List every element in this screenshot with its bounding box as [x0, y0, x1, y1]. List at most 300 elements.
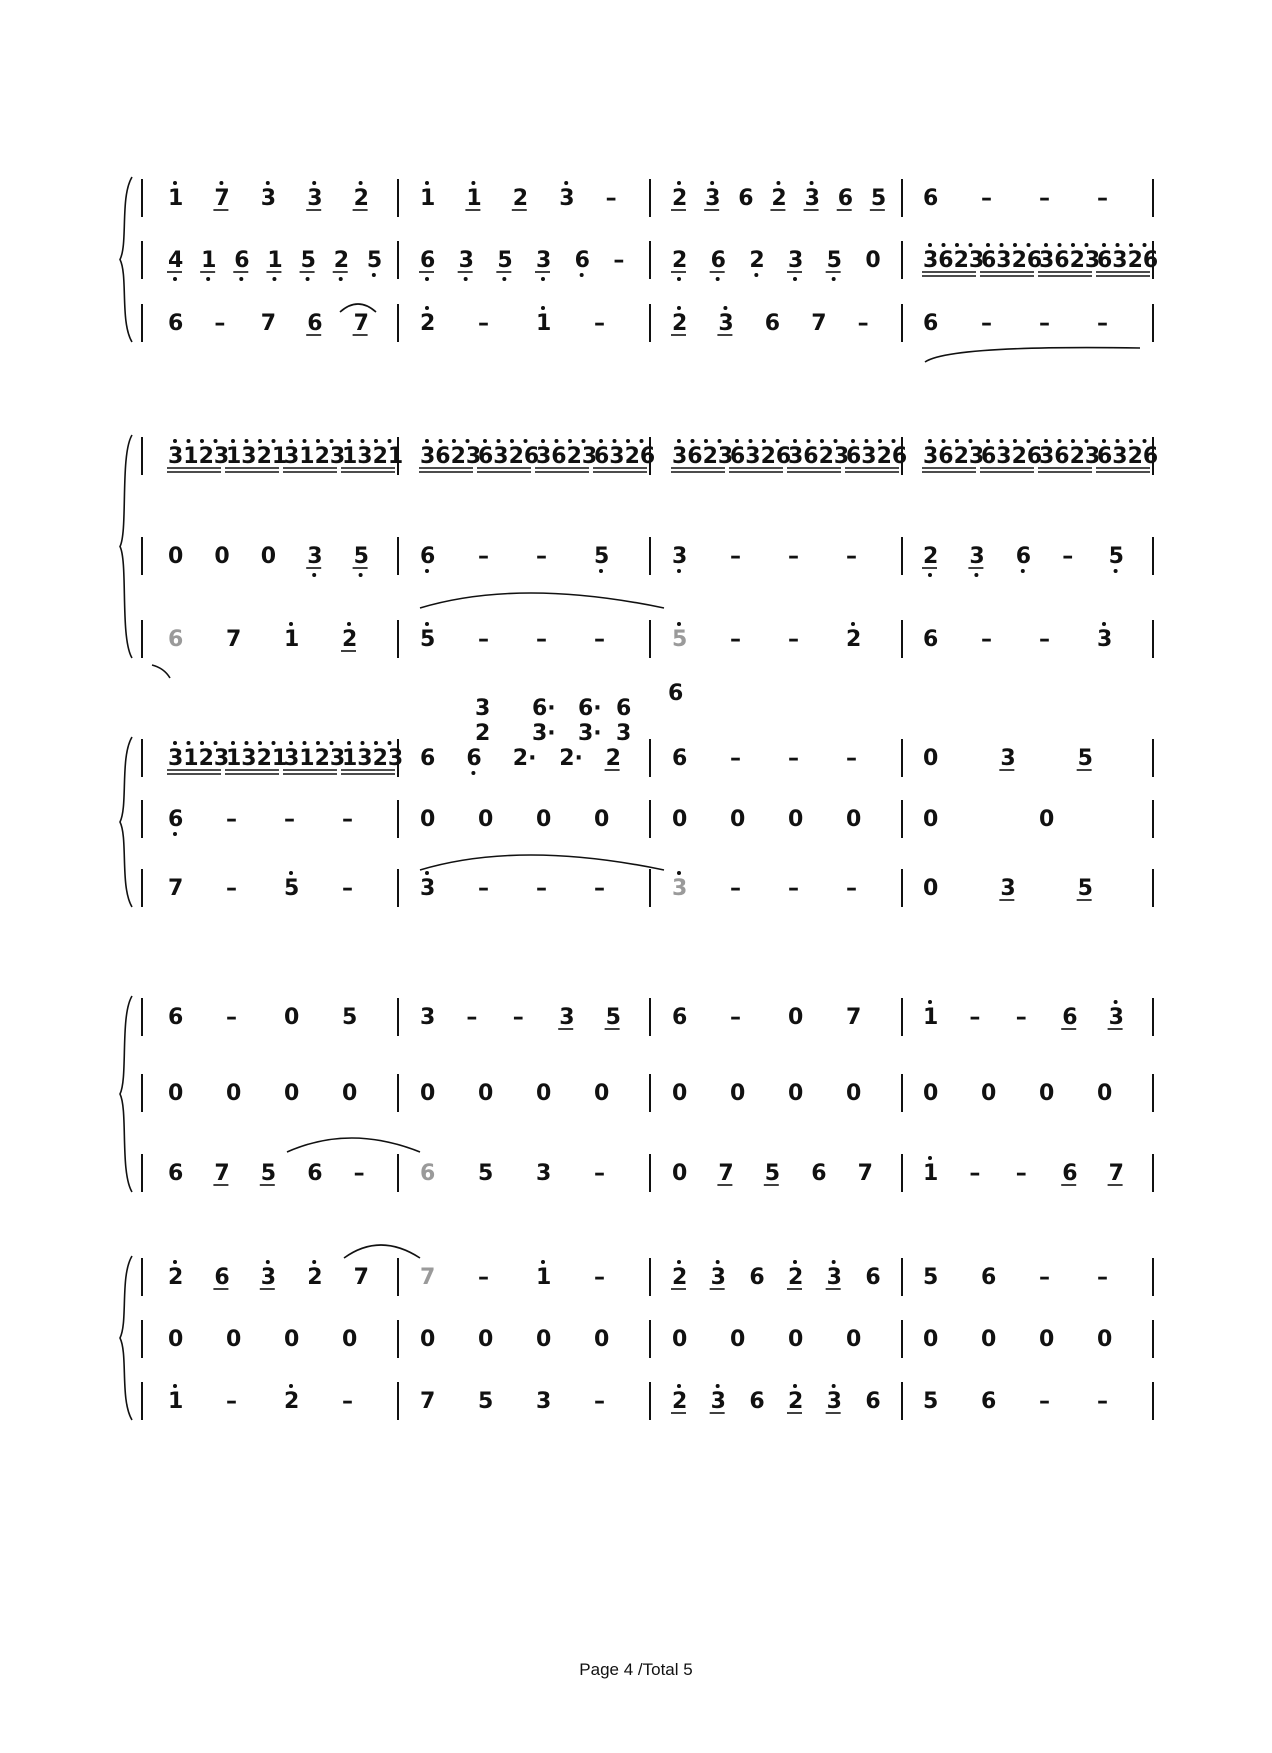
octave-dot-high	[425, 306, 429, 310]
octave-dot-high	[541, 1260, 545, 1264]
octave-dot-high	[723, 306, 727, 310]
staff-row	[168, 1327, 1112, 1352]
system-3	[120, 681, 1153, 907]
sustain-dash: –	[284, 807, 295, 832]
sustain-dash: –	[342, 807, 353, 832]
octave-dot-high	[312, 181, 316, 185]
octave-dot-low	[272, 277, 276, 281]
note-token: 5	[342, 1005, 358, 1030]
octave-dot-high	[677, 306, 681, 310]
staff-row	[168, 306, 1108, 336]
note-token: 1	[267, 248, 283, 273]
note-token: 6326	[1097, 248, 1159, 273]
note-token: 0	[168, 1327, 184, 1352]
note-token: 6	[764, 311, 781, 336]
note-token: 0	[214, 544, 230, 569]
note-token: 6326	[730, 444, 792, 469]
octave-dot-high	[219, 181, 223, 185]
note-token: 1	[168, 1389, 184, 1414]
octave-dot-high	[289, 741, 293, 745]
note-token: 7	[718, 1161, 734, 1186]
note-token: 0	[478, 1081, 494, 1106]
octave-dot-high	[710, 181, 714, 185]
staff-row	[168, 1081, 1112, 1106]
octave-dot-high	[312, 1260, 316, 1264]
note-token: 5	[497, 248, 513, 273]
octave-dot-high	[483, 439, 487, 443]
sustain-dash: –	[1015, 1161, 1027, 1186]
note-token: 3623	[923, 248, 985, 273]
octave-dot-high	[928, 243, 932, 247]
octave-dot-high	[1071, 439, 1075, 443]
octave-dot-high	[878, 439, 882, 443]
sustain-dash: –	[613, 248, 625, 273]
note-token: 0	[594, 1081, 610, 1106]
octave-dot-high	[200, 741, 204, 745]
note-token: 3623	[923, 444, 985, 469]
sustain-dash: –	[981, 311, 992, 336]
note-token: 0	[342, 1081, 358, 1106]
sustain-dash: –	[1097, 311, 1108, 336]
sustain-dash: –	[788, 746, 799, 771]
note-token: 3	[826, 1265, 842, 1290]
sustain-dash: –	[214, 311, 226, 336]
note-token: 0	[788, 1005, 804, 1030]
sustain-dash: –	[226, 1389, 237, 1414]
note-token: 5	[605, 1005, 621, 1030]
octave-dot-high	[762, 439, 766, 443]
octave-dot-high	[793, 1384, 797, 1388]
note-token: 7	[353, 1265, 369, 1290]
sustain-dash: –	[730, 1005, 741, 1030]
note-token: 5	[366, 248, 383, 273]
sustain-dash: –	[605, 186, 617, 211]
staff-row	[168, 1260, 1108, 1290]
note-token: 6	[923, 311, 939, 336]
octave-dot-high	[834, 439, 838, 443]
note-token: 6	[420, 544, 436, 569]
note-token: 5	[764, 1161, 781, 1186]
sustain-dash: –	[730, 544, 741, 569]
staff-row	[168, 181, 1108, 211]
octave-dot-high	[865, 439, 869, 443]
octave-dot-high	[1027, 439, 1031, 443]
note-token: 2	[333, 248, 350, 273]
note-token: 3	[458, 248, 474, 273]
sustain-dash: –	[846, 876, 857, 901]
octave-dot-high	[347, 622, 351, 626]
note-token: 6	[234, 248, 250, 273]
note-token: 6	[168, 807, 184, 832]
octave-dot-high	[388, 741, 392, 745]
note-token: 1	[284, 627, 300, 652]
note-token: 3	[420, 1005, 436, 1030]
sustain-dash: –	[536, 544, 547, 569]
octave-dot-high	[1085, 439, 1089, 443]
system-brace	[120, 435, 132, 658]
note-token: 0	[168, 1081, 184, 1106]
octave-dot-high	[347, 741, 351, 745]
note-token: 7	[260, 311, 277, 336]
note-token: 6326	[1097, 444, 1159, 469]
octave-dot-high	[677, 439, 681, 443]
octave-dot-low	[1021, 569, 1025, 573]
octave-dot-high	[258, 741, 262, 745]
octave-dot-high	[691, 439, 695, 443]
sustain-dash: –	[594, 1161, 605, 1186]
system-4	[120, 996, 1153, 1192]
octave-dot-low	[832, 277, 836, 281]
note-token: 6	[1015, 544, 1032, 569]
sustain-dash: –	[788, 544, 799, 569]
sustain-dash: –	[1039, 186, 1050, 211]
note-token: 2	[420, 311, 436, 336]
slur-tie	[925, 348, 1140, 362]
note-token: 0	[846, 1081, 862, 1106]
note-token: 6	[923, 186, 939, 211]
note-token: 6	[981, 1389, 997, 1414]
page-number-footer: Page 4 /Total 5	[579, 1660, 693, 1679]
sustain-dash: –	[512, 1005, 524, 1030]
note-token: 0	[730, 1081, 746, 1106]
octave-dot-high	[1058, 439, 1062, 443]
note-token: 2	[353, 186, 369, 211]
sustain-dash: –	[969, 1005, 981, 1030]
note-token: 0	[478, 1327, 494, 1352]
note-token: 3	[710, 1389, 726, 1414]
octave-dot-high	[425, 622, 429, 626]
note-token: 6	[466, 746, 482, 771]
octave-dot-low	[359, 573, 363, 577]
octave-dot-high	[231, 741, 235, 745]
sustain-dash: –	[342, 876, 353, 901]
sustain-dash: –	[478, 544, 489, 569]
note-token: 7	[420, 1265, 436, 1290]
note-token: 7	[226, 627, 242, 652]
octave-dot-high	[640, 439, 644, 443]
note-token: 3	[804, 186, 820, 211]
sustain-dash: –	[478, 876, 489, 901]
note-token: 5	[672, 627, 688, 652]
octave-dot-high	[776, 181, 780, 185]
note-token: 2	[672, 1389, 688, 1414]
note-token: 7	[214, 186, 230, 211]
note-token: 7	[353, 311, 369, 336]
octave-dot-low	[754, 273, 758, 277]
octave-dot-high	[266, 181, 270, 185]
staff-row	[168, 544, 1124, 577]
note-token: 3	[260, 1265, 277, 1290]
note-token: 0	[923, 1327, 939, 1352]
sustain-dash: –	[478, 627, 489, 652]
octave-dot-high	[466, 439, 470, 443]
octave-dot-high	[1000, 243, 1004, 247]
octave-dot-high	[330, 741, 334, 745]
octave-dot-high	[955, 243, 959, 247]
note-token: 1321	[226, 444, 288, 469]
note-token: 5	[1077, 876, 1093, 901]
note-token: 2	[788, 1389, 804, 1414]
octave-dot-high	[1116, 439, 1120, 443]
note-token: 5	[353, 544, 369, 569]
system-brace	[120, 177, 132, 342]
octave-dot-high	[677, 871, 681, 875]
note-token: 3	[559, 1005, 575, 1030]
note-token: 5	[870, 186, 887, 211]
octave-dot-high	[541, 439, 545, 443]
octave-dot-high	[289, 439, 293, 443]
note-token: 3123	[168, 746, 230, 771]
octave-dot-low	[173, 832, 177, 836]
octave-dot-low	[677, 277, 681, 281]
note-token: 5	[478, 1161, 494, 1186]
note-token: 1323	[342, 746, 404, 771]
octave-dot-high	[439, 439, 443, 443]
note-token: 6	[923, 627, 939, 652]
octave-dot-high	[173, 1260, 177, 1264]
staff-row	[168, 807, 1054, 836]
octave-dot-low	[306, 277, 310, 281]
octave-dot-high	[582, 439, 586, 443]
octave-dot-high	[555, 439, 559, 443]
note-token: 3123	[284, 444, 346, 469]
note-token: 0	[594, 807, 610, 832]
octave-dot-low	[580, 273, 584, 277]
chord-note: 6	[616, 696, 632, 721]
octave-dot-low	[541, 277, 545, 281]
sustain-dash: –	[536, 876, 547, 901]
note-token: 0	[226, 1081, 242, 1106]
note-token: 0	[1039, 1327, 1055, 1352]
octave-dot-high	[266, 1260, 270, 1264]
note-token: 1	[923, 1005, 939, 1030]
octave-dot-high	[245, 439, 249, 443]
note-token: 6326	[981, 444, 1043, 469]
octave-dot-high	[955, 439, 959, 443]
octave-dot-high	[599, 439, 603, 443]
note-token: 7	[420, 1389, 436, 1414]
note-token: 0	[730, 1327, 746, 1352]
octave-dot-low	[928, 573, 932, 577]
sustain-dash: –	[1097, 1389, 1108, 1414]
note-token: 6	[420, 1161, 436, 1186]
octave-dot-high	[820, 439, 824, 443]
note-token: 2·	[559, 746, 583, 771]
system-brace	[120, 1256, 132, 1420]
octave-dot-high	[776, 439, 780, 443]
note-token: 6	[307, 1161, 323, 1186]
note-token: 0	[536, 1081, 552, 1106]
note-token: 0	[672, 1081, 688, 1106]
octave-dot-high	[928, 439, 932, 443]
note-token: 3123	[168, 444, 230, 469]
note-token: 3	[536, 1161, 552, 1186]
octave-dot-high	[289, 1384, 293, 1388]
note-token: 6	[574, 248, 590, 273]
note-token: 0	[846, 1327, 862, 1352]
octave-dot-high	[1071, 243, 1075, 247]
octave-dot-high	[1085, 243, 1089, 247]
octave-dot-high	[330, 439, 334, 443]
note-token: 2	[284, 1389, 300, 1414]
note-token: 3	[718, 311, 734, 336]
sustain-dash: –	[1039, 1265, 1050, 1290]
note-token: 3623	[788, 444, 850, 469]
note-token: 3623	[1039, 248, 1101, 273]
note-token: 0	[730, 807, 746, 832]
sustain-dash: –	[226, 1005, 237, 1030]
octave-dot-high	[1044, 243, 1048, 247]
note-token: 3	[672, 876, 688, 901]
octave-dot-high	[626, 439, 630, 443]
sustain-dash: –	[846, 544, 857, 569]
system-2	[120, 435, 1158, 658]
sustain-dash: –	[730, 876, 741, 901]
note-token: 2	[672, 1265, 688, 1290]
octave-dot-high	[1129, 439, 1133, 443]
octave-dot-low	[464, 277, 468, 281]
sustain-dash: –	[1097, 1265, 1108, 1290]
note-token: 0	[226, 1327, 242, 1352]
note-token: 2	[788, 1265, 804, 1290]
sustain-dash: –	[478, 311, 489, 336]
chord-note: 6·	[578, 696, 602, 721]
note-token: 0	[594, 1327, 610, 1352]
octave-dot-high	[374, 741, 378, 745]
octave-dot-high	[374, 439, 378, 443]
note-token: 0	[420, 1327, 436, 1352]
note-token: 5	[826, 248, 842, 273]
note-token: 3	[1108, 1005, 1124, 1030]
chord-note: 6	[668, 681, 684, 706]
octave-dot-high	[187, 439, 191, 443]
octave-dot-high	[359, 181, 363, 185]
sustain-dash: –	[788, 627, 799, 652]
sustain-dash: –	[1015, 1005, 1027, 1030]
chord-note: 3·	[578, 721, 602, 746]
note-token: 6	[672, 746, 688, 771]
octave-dot-low	[974, 573, 978, 577]
note-token: 3623	[1039, 444, 1101, 469]
sustain-dash: –	[478, 1265, 489, 1290]
sustain-dash: –	[1097, 186, 1108, 211]
note-token: 3	[826, 1389, 842, 1414]
note-token: 6	[811, 1161, 827, 1186]
octave-dot-high	[173, 181, 177, 185]
note-token: 3	[536, 248, 552, 273]
sustain-dash: –	[788, 876, 799, 901]
note-token: 0	[788, 1081, 804, 1106]
octave-dot-high	[928, 1156, 932, 1160]
note-token: 0	[865, 248, 881, 273]
sustain-dash: –	[594, 1265, 605, 1290]
note-token: 3	[1000, 876, 1016, 901]
octave-dot-high	[568, 439, 572, 443]
note-token: 6	[168, 1161, 184, 1186]
note-token: 0	[478, 807, 494, 832]
note-token: 1	[536, 311, 552, 336]
system-brace	[120, 737, 132, 907]
octave-dot-low	[502, 277, 506, 281]
octave-dot-high	[347, 439, 351, 443]
staff-row	[168, 871, 1093, 901]
chord-note: 3	[616, 721, 632, 746]
note-token: 6	[837, 186, 854, 211]
note-token: 6	[749, 1265, 765, 1290]
note-token: 6326	[846, 444, 908, 469]
note-token: 6326	[594, 444, 656, 469]
octave-dot-high	[425, 439, 429, 443]
note-token: 6	[865, 1389, 881, 1414]
octave-dot-high	[1102, 622, 1106, 626]
octave-dot-low	[425, 569, 429, 573]
octave-dot-high	[851, 439, 855, 443]
note-token: 0	[846, 807, 862, 832]
note-token: 0	[1097, 1327, 1113, 1352]
note-token: 7	[811, 311, 827, 336]
octave-dot-high	[1143, 243, 1147, 247]
octave-dot-high	[1116, 243, 1120, 247]
octave-dot-low	[1114, 569, 1118, 573]
octave-dot-high	[231, 439, 235, 443]
note-token: 0	[1039, 1081, 1055, 1106]
octave-dot-high	[361, 741, 365, 745]
note-token: 0	[672, 1161, 688, 1186]
note-token: 1321	[342, 444, 404, 469]
octave-dot-high	[969, 243, 973, 247]
note-token: 6	[420, 746, 436, 771]
octave-dot-high	[200, 439, 204, 443]
note-token: 3123	[284, 746, 346, 771]
sustain-dash: –	[594, 1389, 605, 1414]
note-token: 2	[307, 1265, 323, 1290]
octave-dot-high	[1044, 439, 1048, 443]
octave-dot-high	[677, 1384, 681, 1388]
octave-dot-high	[471, 181, 475, 185]
sustain-dash: –	[730, 627, 741, 652]
note-token: 0	[672, 807, 688, 832]
octave-dot-high	[942, 243, 946, 247]
staff-row	[168, 1000, 1124, 1030]
sustain-dash: –	[594, 876, 605, 901]
octave-dot-high	[1114, 1000, 1118, 1004]
slur-tie	[420, 855, 664, 870]
octave-dot-high	[677, 1260, 681, 1264]
octave-dot-high	[214, 439, 218, 443]
staff-row	[167, 243, 1158, 281]
note-token: 3623	[420, 444, 482, 469]
note-token: 7	[214, 1161, 230, 1186]
sustain-dash: –	[353, 1161, 365, 1186]
octave-dot-high	[388, 439, 392, 443]
note-token: 5	[284, 876, 300, 901]
staff-row	[168, 622, 1112, 652]
note-token: 1321	[226, 746, 288, 771]
note-token: 0	[923, 807, 939, 832]
sustain-dash: –	[857, 311, 869, 336]
note-token: 0	[284, 1005, 300, 1030]
note-token: 3	[710, 1265, 726, 1290]
note-token: 3	[1097, 627, 1113, 652]
note-token: 2	[672, 186, 688, 211]
staff-row	[167, 741, 1093, 775]
octave-dot-high	[942, 439, 946, 443]
slur-tie	[420, 593, 664, 608]
note-token: 1	[536, 1265, 552, 1290]
octave-dot-high	[793, 1260, 797, 1264]
note-token: 2	[771, 186, 787, 211]
sustain-dash: –	[1039, 311, 1050, 336]
